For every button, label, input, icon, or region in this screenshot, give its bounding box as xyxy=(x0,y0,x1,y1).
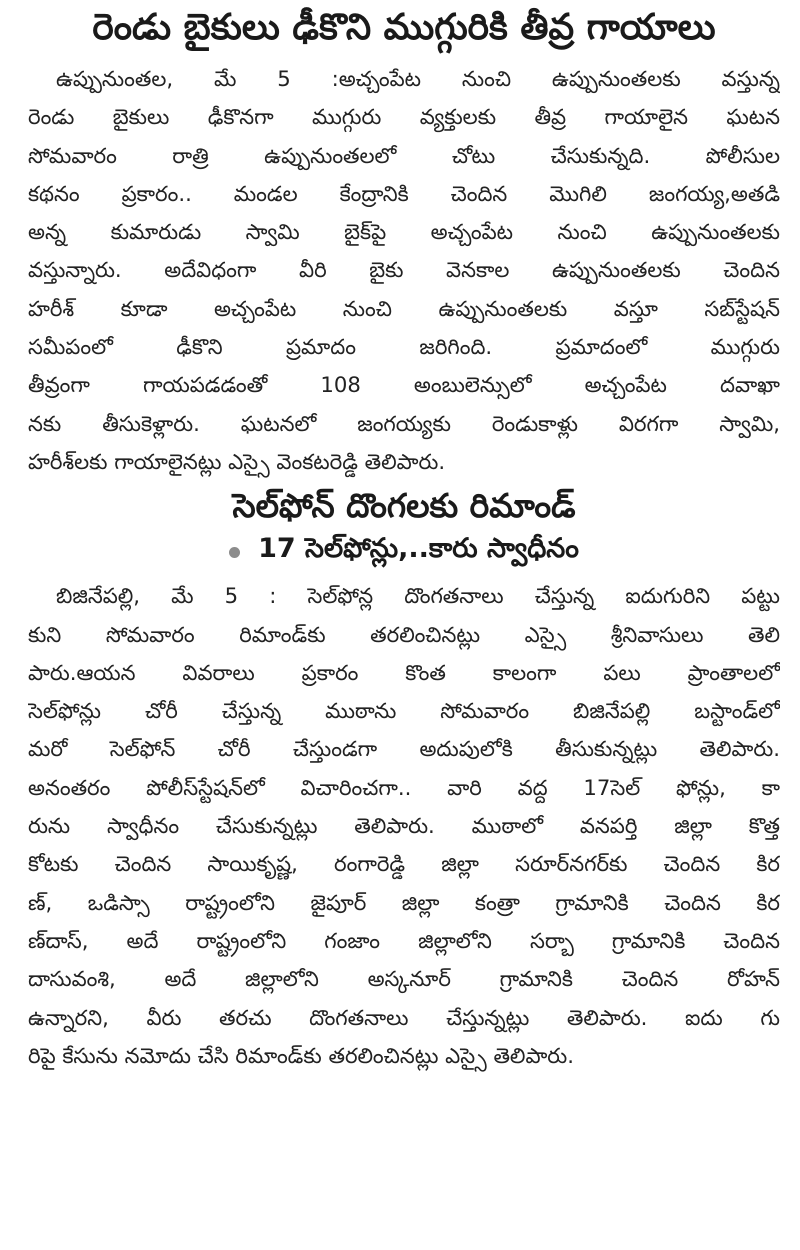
story2-subheadline: 17 సెల్‌ఫోన్లు,..కారు స్వాధీనం xyxy=(258,533,579,565)
story2-line: రును స్వాధీనం చేసుకున్నట్లు తెలిపారు. ముఠాలో వనపర్తి జిల్లా కొత్త xyxy=(28,813,780,839)
story1-line: రెండు బైకులు ఢీకొనగా ముగ్గురు వ్యక్తులకు తీవ్ర గాయాలైన ఘటన xyxy=(28,104,780,130)
story2-line: బిజినేపల్లి, మే 5 : సెల్‌ఫోన్ల దొంగతనాలు చేస్తున్న ఐదుగురిని పట్టు xyxy=(56,583,780,609)
story1-line: నకు తీసుకెళ్లారు. ఘటనలో జంగయ్యకు రెండుకాళ్లు విరగగా స్వామి, xyxy=(28,410,780,436)
story1-line: కథనం ప్రకారం.. మండల కేంద్రానికి చెందిన మొగిలి జంగయ్య,అతడి xyxy=(28,180,780,206)
story2-line: కోటకు చెందిన సాయికృష్ణ, రంగారెడ్డి జిల్లా సరూర్‌నగర్‌కు చెందిన కిర xyxy=(28,851,780,877)
story1-line: సమీపంలో ఢీకొని ప్రమాదం జరిగింది. ప్రమాదంలో ముగ్గురు xyxy=(28,334,780,360)
story2-line: కుని సోమవారం రిమాండ్‌కు తరలించినట్లు ఎస్సై శ్రీనివాసులు తెలి xyxy=(28,621,780,647)
story2-line: రిపై కేసును నమోదు చేసి రిమాండ్‌కు తరలించినట్లు ఎస్సై తెలిపారు. xyxy=(28,1042,574,1068)
story2-line: మరో సెల్‌ఫోన్ చోరీ చేస్తుండగా అదుపులోకి తీసుకున్నట్లు తెలిపారు. xyxy=(28,736,780,762)
story1-line: హరీశ్‌లకు గాయాలైనట్లు ఎస్సై వెంకటరెడ్డి తెలిపారు. xyxy=(28,448,446,474)
story2-line: సెల్‌ఫోన్లు చోరీ చేస్తున్న ముఠాను సోమవారం బిజినేపల్లి బస్టాండ్‌లో xyxy=(28,698,780,724)
story2-body xyxy=(28,577,780,1075)
story1-body xyxy=(28,60,780,481)
story1-line: అన్న కుమారుడు స్వామి బైక్‌పై అచ్చంపేట నుంచి ఉప్పునుంతలకు xyxy=(28,219,780,245)
story1-line: హరీశ్ కూడా అచ్చంపేట నుంచి ఉప్పునుంతలకు వస్తూ సబ్‌స్టేషన్ xyxy=(28,295,780,321)
bullet-icon xyxy=(229,547,240,558)
story1-line: వస్తున్నారు. అదేవిధంగా వీరి బైకు వెనకాల ఉప్పునుంతలకు చెందిన xyxy=(28,257,780,283)
story1-line: తీవ్రంగా గాయపడడంతో 108 అంబులెన్సులో అచ్చంపేట దవాఖా xyxy=(28,372,780,398)
story2-line: ణ్‌దాస్, అదే రాష్ట్రంలోని గంజాం జిల్లాలోని సర్బా గ్రామానికి చెందిన xyxy=(28,927,780,953)
story1-line: ఉప్పునుంతల, మే 5 :అచ్చంపేట నుంచి ఉప్పునుంతలకు వస్తున్న xyxy=(56,66,780,91)
story1-line: సోమవారం రాత్రి ఉప్పునుంతలలో చోటు చేసుకున్నది. పోలీసుల xyxy=(28,142,780,168)
story2-subheadline-row xyxy=(28,529,780,575)
story1-headline: రెండు బైకులు ఢీకొని ముగ్గురికి తీవ్ర గాయాలు xyxy=(92,7,716,48)
story2-line: అనంతరం పోలీస్‌స్టేషన్‌లో విచారించగా.. వారి వద్ద 17సెల్ ఫోన్లు, కా xyxy=(28,774,780,800)
story2-headline: సెల్‌ఫోన్ దొంగలకు రిమాండ్ xyxy=(232,486,576,526)
story2-line: పారు.ఆయన వివరాలు ప్రకారం కొంత కాలంగా పలు ప్రాంతాలలో xyxy=(28,659,780,685)
story2-line: ణ్, ఒడిస్సా రాష్ట్రంలోని జైపూర్ జిల్లా కంత్రా గ్రామానికి చెందిన కిర xyxy=(28,889,780,915)
story2-line: దాసువంశి, అదే జిల్లాలోని అస్కనూర్ గ్రామానికి చెందిన రోహన్ xyxy=(28,966,780,992)
story2-line: ఉన్నారని, వీరు తరచు దొంగతనాలు చేస్తున్నట్లు తెలిపారు. ఐదు గు xyxy=(28,1004,780,1030)
